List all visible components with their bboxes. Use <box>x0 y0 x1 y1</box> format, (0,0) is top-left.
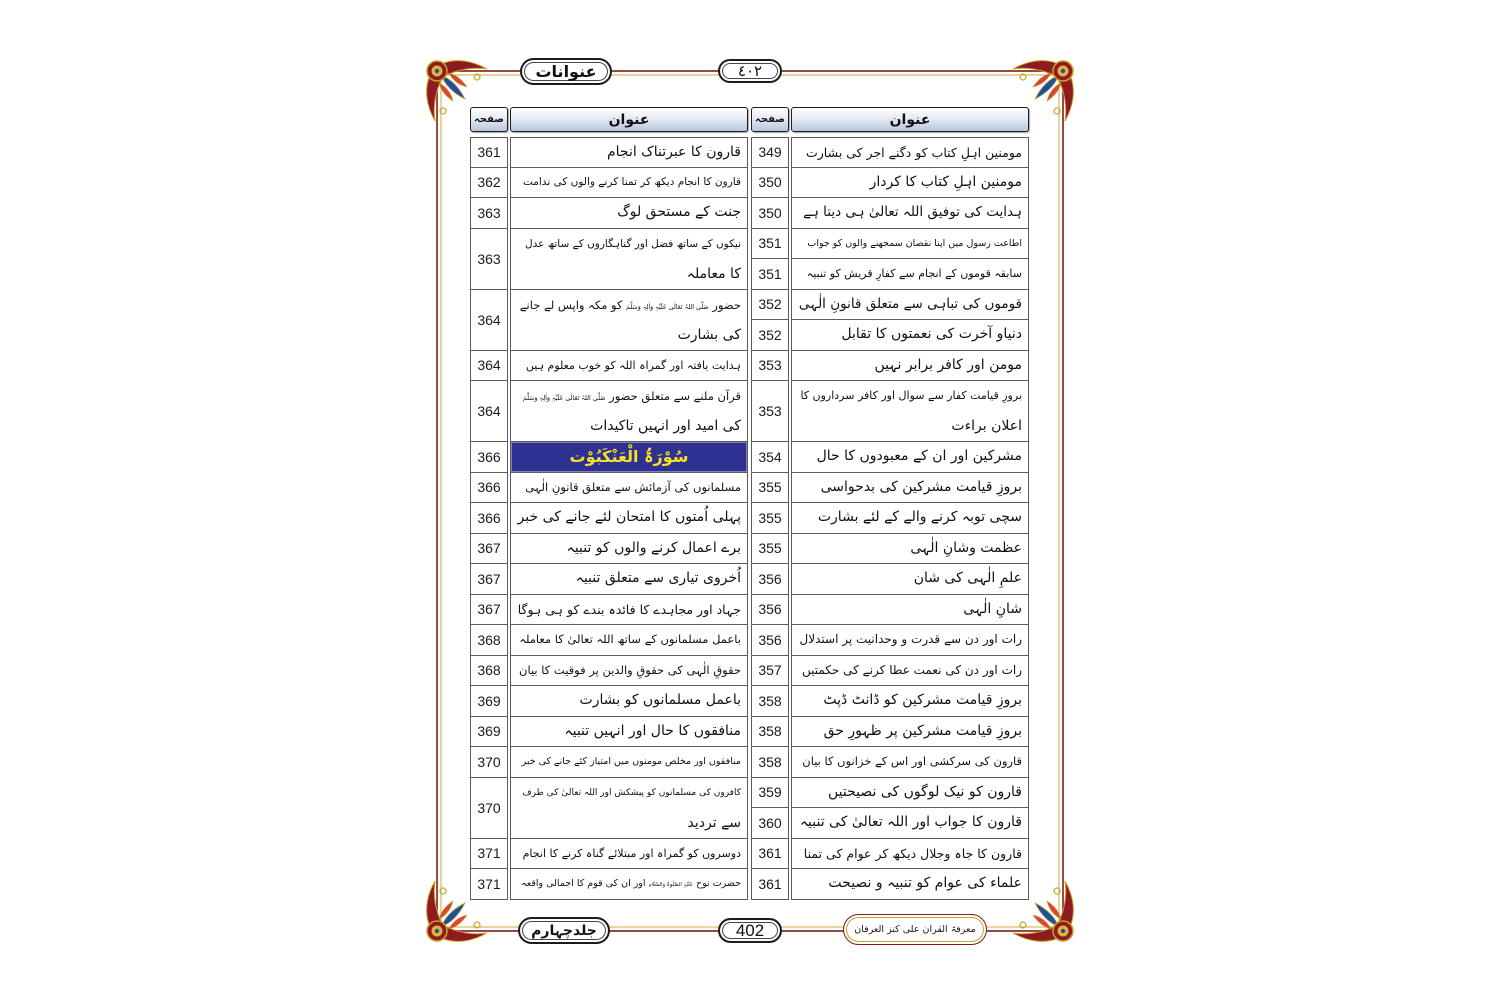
toc-entry-title <box>791 473 1029 504</box>
toc-entry-page: 368 <box>470 656 508 687</box>
toc-row <box>751 808 1029 839</box>
toc-row <box>751 442 1029 473</box>
book-title-cartouche <box>843 914 987 945</box>
toc-entry-title <box>791 686 1029 717</box>
toc-entry-line <box>511 351 747 381</box>
toc-entry-page: 351 <box>751 259 789 290</box>
page-number-badge-top <box>718 59 782 83</box>
toc-entry-title <box>510 747 748 778</box>
toc-entry-line <box>511 411 747 441</box>
toc-row <box>470 778 748 839</box>
entry-text: اطاعت رسول میں اپنا نقصان سمجھنے والوں کو جواب <box>807 237 1022 249</box>
toc-row <box>470 686 748 717</box>
toc-entry-page: 361 <box>470 137 508 168</box>
entry-text: برے اعمال کرنے والوں کو تنبیہ <box>566 539 741 556</box>
toc-entry-line <box>511 839 747 869</box>
toc-entry-page: 364 <box>470 381 508 442</box>
toc-entry-line <box>511 503 747 533</box>
toc-entry-line <box>511 717 747 747</box>
entry-text: قارون کی سرکشی اور اس کے خزانوں کا بیان <box>802 754 1022 768</box>
toc-entry-page: 358 <box>751 717 789 748</box>
toc-entry-line <box>511 198 747 228</box>
toc-entry-page: 354 <box>751 442 789 473</box>
entry-text: منافقوں کا حال اور انہیں تنبیہ <box>564 722 741 739</box>
entry-text: بروزِ قیامت مشرکین پر ظہورِ حق <box>823 722 1022 739</box>
entry-text: ہدایت یافتہ اور گمراہ اللہ کو خوب معلوم ہیں <box>525 358 741 372</box>
toc-entry-title <box>791 656 1029 687</box>
page-number-badge-bottom <box>718 918 782 943</box>
toc-row <box>751 656 1029 687</box>
toc-table-left <box>470 107 748 900</box>
entry-text: شانِ الٰہی <box>963 600 1022 617</box>
toc-entry-page: 364 <box>470 351 508 382</box>
book-title: معرفۃ القرآن علی کنز العرفان <box>854 924 976 935</box>
toc-entry-page: 367 <box>470 595 508 626</box>
toc-entry-page: 366 <box>470 442 508 473</box>
toc-entry-line <box>792 168 1028 198</box>
toc-entry-line <box>511 320 747 350</box>
toc-entry-title <box>510 168 748 199</box>
entry-text: حضرت نوح <box>692 878 741 889</box>
toc-entry-title <box>510 503 748 534</box>
toc-row <box>751 717 1029 748</box>
toc-row <box>751 137 1029 168</box>
toc-entry-title <box>791 534 1029 565</box>
toc-entry-title <box>791 503 1029 534</box>
toc-entry-line <box>511 808 747 838</box>
toc-entry-line <box>511 473 747 503</box>
toc-entry-line <box>511 869 747 899</box>
toc-entry-title <box>791 259 1029 290</box>
volume-badge <box>518 917 610 944</box>
toc-entry-line <box>511 259 747 289</box>
toc-entry-line <box>792 259 1028 289</box>
entry-text: باعمل مسلمانوں کو بشارت <box>579 692 741 708</box>
surah-title-cell <box>510 442 748 473</box>
entry-text: مومن اور کافر برابر نہیں <box>874 356 1022 373</box>
entry-text: اور ان کی قوم کا اجمالی واقعہ <box>521 878 649 889</box>
toc-row <box>751 473 1029 504</box>
toc-entry-title <box>791 442 1029 473</box>
entry-text: قارون کا جواب اور اللہ تعالیٰ کی تنبیہ <box>799 814 1022 830</box>
toc-entry-line <box>792 290 1028 320</box>
toc-entry-line <box>792 778 1028 808</box>
entry-text: ہدایت کی توفیق اللہ تعالیٰ ہی دیتا ہے <box>803 204 1022 220</box>
toc-entry-line <box>511 381 747 411</box>
toc-entry-page: 366 <box>470 473 508 504</box>
toc-entry-line <box>792 534 1028 564</box>
toc-entry-page: 361 <box>751 869 789 900</box>
toc-entry-page: 350 <box>751 198 789 229</box>
toc-entry-line <box>511 747 747 777</box>
toc-entry-title <box>510 869 748 900</box>
toc-entry-page: 367 <box>470 534 508 565</box>
entry-text: سے تردید <box>687 814 741 831</box>
toc-entry-page: 361 <box>751 839 789 870</box>
toc-entry-title <box>791 747 1029 778</box>
entry-text: اعلان براءت <box>951 418 1022 434</box>
toc-row <box>470 839 748 870</box>
toc-entry-page: 351 <box>751 229 789 260</box>
toc-entry-line <box>511 778 747 808</box>
toc-entry-title <box>791 595 1029 626</box>
toc-entry-title <box>510 839 748 870</box>
toc-row <box>751 534 1029 565</box>
entry-text: کافروں کی مسلمانوں کو پیشکش اور اللہ تعالیٰ کی طرف <box>522 787 741 798</box>
toc-entry-title <box>791 229 1029 260</box>
toc-entry-title <box>510 198 748 229</box>
entry-text: حقوقِ الٰہی کی حقوقِ والدین پر فوقیت کا بیان <box>519 662 741 677</box>
toc-entry-title <box>510 656 748 687</box>
toc-entry-page: 356 <box>751 625 789 656</box>
honorific-text: صَلَّی اللہُ تَعَالٰی عَلَیْہِ وَاٰلِہٖ وَسَلَّمَ <box>626 303 709 311</box>
entry-text: کی بشارت <box>677 326 741 343</box>
toc-row <box>751 869 1029 900</box>
toc-entry-title <box>791 198 1029 229</box>
toc-entry-page: 366 <box>470 503 508 534</box>
toc-entry-line <box>792 229 1028 259</box>
toc-entry-line <box>792 808 1028 838</box>
entry-text: کا معاملہ <box>686 265 741 282</box>
column-header-page: صفحہ <box>751 107 789 132</box>
toc-row <box>470 473 748 504</box>
entry-text: دوسروں کو گمراہ اور مبتلائے گناہ کرنے کا انجام <box>522 846 741 860</box>
toc-row <box>751 198 1029 229</box>
toc-entry-title <box>510 564 748 595</box>
entry-text: مشرکین اور ان کے معبودوں کا حال <box>816 448 1022 464</box>
entry-text: سچی توبہ کرنے والے کے لئے بشارت <box>817 509 1022 525</box>
toc-row <box>470 656 748 687</box>
entry-text: قارون کو نیک لوگوں کی نصیحتیں <box>828 783 1022 800</box>
toc-entry-page: 363 <box>470 229 508 290</box>
toc-entry-line <box>792 411 1028 441</box>
entry-text: علماء کی عوام کو تنبیہ و نصیحت <box>828 875 1022 891</box>
toc-entry-page: 359 <box>751 778 789 809</box>
entry-text: دنیاو آخرت کی نعمتوں کا تقابل <box>841 326 1022 342</box>
toc-entry-page: 362 <box>470 168 508 199</box>
toc-entry-line <box>792 564 1028 594</box>
entry-text: حضور <box>708 297 741 312</box>
toc-entry-page: 370 <box>470 778 508 839</box>
toc-entry-page: 371 <box>470 839 508 870</box>
toc-entry-line <box>792 138 1028 168</box>
toc-row <box>470 869 748 900</box>
toc-row <box>470 198 748 229</box>
toc-table-header <box>470 107 748 132</box>
toc-entry-title <box>510 229 748 290</box>
toc-row <box>470 381 748 442</box>
toc-row <box>751 259 1029 290</box>
toc-row <box>751 778 1029 809</box>
toc-entry-page: 353 <box>751 381 789 442</box>
toc-entry-title <box>510 473 748 504</box>
toc-row <box>470 595 748 626</box>
toc-row <box>751 839 1029 870</box>
toc-entry-title <box>510 290 748 351</box>
toc-entry-title <box>791 290 1029 321</box>
entry-text: مومنین اہلِ کتاب کا کردار <box>869 173 1022 190</box>
toc-entry-line <box>792 473 1028 503</box>
entry-text: منافقوں اور مخلص مومنوں میں امتیاز کئے جانے کی خبر <box>521 756 741 767</box>
entry-text: قوموں کی تباہی سے متعلق قانونِ الٰہی <box>798 295 1022 312</box>
column-header-title: عنوان <box>791 107 1029 132</box>
toc-row <box>751 351 1029 382</box>
toc-row <box>470 168 748 199</box>
entry-text: قرآن ملنے سے متعلق حضور <box>605 389 741 403</box>
toc-entry-title <box>510 137 748 168</box>
toc-entry-page: 358 <box>751 747 789 778</box>
column-header-page: صفحہ <box>470 107 508 132</box>
toc-row <box>751 290 1029 321</box>
toc-row <box>470 351 748 382</box>
toc-entry-page: 371 <box>470 869 508 900</box>
toc-entry-line <box>792 503 1028 533</box>
toc-row <box>751 747 1029 778</box>
toc-entry-line <box>792 747 1028 777</box>
toc-entry-title <box>791 808 1029 839</box>
toc-row <box>751 686 1029 717</box>
toc-entry-page: 355 <box>751 503 789 534</box>
toc-entry-page: 358 <box>751 686 789 717</box>
toc-entry-line <box>511 290 747 320</box>
toc-entry-title <box>791 137 1029 168</box>
section-title: عنوانات <box>535 62 597 81</box>
toc-entry-page: 355 <box>751 534 789 565</box>
toc-entry-line <box>511 168 747 198</box>
toc-entry-line <box>792 595 1028 625</box>
toc-entry-page: 353 <box>751 351 789 382</box>
toc-entry-page: 367 <box>470 564 508 595</box>
toc-entry-page: 356 <box>751 564 789 595</box>
toc-entry-title <box>791 351 1029 382</box>
toc-table-body <box>470 137 748 900</box>
toc-entry-line <box>792 686 1028 716</box>
toc-row <box>470 534 748 565</box>
toc-entry-line <box>511 229 747 259</box>
toc-entry-title <box>791 381 1029 442</box>
entry-text: قارون کا عبرتناک انجام <box>606 144 741 160</box>
toc-entry-page: 368 <box>470 625 508 656</box>
toc-entry-title <box>791 717 1029 748</box>
toc-entry-page: 364 <box>470 290 508 351</box>
toc-row <box>470 137 748 168</box>
entry-text: باعمل مسلمانوں کے ساتھ اللہ تعالیٰ کا معاملہ <box>519 632 741 646</box>
toc-entry-page: 355 <box>751 473 789 504</box>
toc-row <box>751 564 1029 595</box>
entry-text: علمِ الٰہی کی شان <box>913 570 1022 586</box>
entry-text: رات اور دن سے قدرت و وحدانیت پر استدلال <box>799 632 1022 646</box>
section-title-badge <box>520 58 612 85</box>
entry-text: پہلی اُمتوں کا امتحان لئے جانے کی خبر <box>517 509 741 525</box>
toc-entry-page: 370 <box>470 747 508 778</box>
toc-row <box>751 595 1029 626</box>
toc-row <box>470 625 748 656</box>
entry-text: نیکوں کے ساتھ فضل اور گناہگاروں کے ساتھ عدل <box>524 237 741 250</box>
toc-entry-title <box>791 839 1029 870</box>
entry-text: قارون کا انجام دیکھ کر تمنا کرنے والوں کی ندامت <box>522 175 741 188</box>
toc-row <box>470 564 748 595</box>
toc-entry-line <box>792 351 1028 381</box>
toc-entry-line <box>792 869 1028 899</box>
toc-entry-title <box>510 381 748 442</box>
toc-entry-page: 369 <box>470 686 508 717</box>
entry-text: مسلمانوں کی آزمائش سے متعلق قانونِ الٰہی <box>525 479 741 494</box>
surah-title: سُوْرَۃُ الْعَنْکَبُوْت <box>569 447 689 466</box>
page-number-bottom: 402 <box>735 920 765 940</box>
toc-entry-title <box>791 778 1029 809</box>
toc-row <box>470 229 748 290</box>
entry-text: جہاد اور مجاہدے کا فائدہ بندے کو ہی ہوگا <box>517 601 741 617</box>
toc-entry-title <box>791 168 1029 199</box>
toc-entry-line <box>511 625 747 655</box>
toc-row <box>751 381 1029 442</box>
toc-entry-page: 360 <box>751 808 789 839</box>
toc-entry-line <box>792 839 1028 869</box>
toc-entry-page: 357 <box>751 656 789 687</box>
toc-entry-line <box>511 534 747 564</box>
toc-entry-line <box>792 625 1028 655</box>
entry-text: رات اور دن کی نعمت عطا کرنے کی حکمتیں <box>801 662 1022 677</box>
entry-text: کی امید اور انہیں تاکیدات <box>590 418 741 434</box>
toc-row <box>470 290 748 351</box>
honorific-text: عَلَیْہِ الصَّلٰوۃُ وَالسَّلَام <box>648 882 693 888</box>
toc-entry-title <box>791 625 1029 656</box>
entry-text: اُخروی تیاری سے متعلق تنبیہ <box>575 570 741 586</box>
toc-entry-title <box>510 686 748 717</box>
toc-entry-line <box>792 381 1028 411</box>
entry-text: جنت کے مستحق لوگ <box>617 204 741 220</box>
toc-entry-line <box>792 656 1028 686</box>
toc-entry-line <box>511 442 747 472</box>
entry-text: مومنین اہلِ کتاب کو دگنے اجر کی بشارت <box>805 145 1022 160</box>
toc-entry-line <box>511 138 747 168</box>
toc-row <box>470 717 748 748</box>
entry-text: بروزِ قیامت مشرکین کی بدحواسی <box>820 478 1022 495</box>
entry-text: سابقہ قوموں کے انجام سے کفارِ قریش کو تنبیہ <box>806 267 1022 280</box>
honorific-text: صَلَّی اللہُ تَعَالٰی عَلَیْہِ وَاٰلِہٖ وَسَلَّمَ <box>522 395 606 402</box>
toc-table-body <box>751 137 1029 900</box>
toc-entry-line <box>792 198 1028 228</box>
toc-entry-line <box>792 717 1028 747</box>
entry-text: بروزِ قیامت مشرکین کو ڈانٹ ڈپٹ <box>823 692 1022 708</box>
toc-row <box>470 747 748 778</box>
entry-text: قارون کا جاہ وجلال دیکھ کر عوام کی تمنا <box>803 845 1022 861</box>
toc-entry-title <box>510 778 748 839</box>
entry-text: بروزِ قیامت کفار سے سوال اور کافر سرداروں کا <box>800 389 1022 402</box>
entry-text: عظمت وشانِ الٰہی <box>910 539 1022 556</box>
toc-entry-line <box>511 686 747 716</box>
toc-entry-page: 352 <box>751 290 789 321</box>
column-header-title: عنوان <box>510 107 748 132</box>
toc-entry-title <box>510 625 748 656</box>
toc-entry-line <box>792 320 1028 350</box>
toc-entry-page: 356 <box>751 595 789 626</box>
toc-entry-title <box>510 351 748 382</box>
toc-entry-line <box>792 442 1028 472</box>
toc-entry-line <box>511 564 747 594</box>
toc-row <box>751 625 1029 656</box>
toc-entry-title <box>510 717 748 748</box>
toc-entry-title <box>791 564 1029 595</box>
page-number-top: ٤٠٢ <box>737 62 763 80</box>
entry-text: کو مکہ واپس لے جانے <box>519 297 627 312</box>
surah-heading-row <box>470 442 748 473</box>
toc-entry-title <box>791 320 1029 351</box>
toc-entry-page: 369 <box>470 717 508 748</box>
toc-table-header <box>751 107 1029 132</box>
toc-entry-title <box>510 534 748 565</box>
toc-row <box>751 503 1029 534</box>
toc-row <box>751 168 1029 199</box>
toc-entry-page: 363 <box>470 198 508 229</box>
toc-entry-title <box>510 595 748 626</box>
toc-entry-title <box>791 869 1029 900</box>
toc-row <box>470 503 748 534</box>
toc-row <box>751 320 1029 351</box>
volume-label: جلدچہارم <box>531 922 597 939</box>
toc-entry-line <box>511 656 747 686</box>
toc-entry-line <box>511 595 747 625</box>
toc-row <box>751 229 1029 260</box>
toc-entry-page: 352 <box>751 320 789 351</box>
toc-entry-page: 349 <box>751 137 789 168</box>
toc-table-right <box>751 107 1029 900</box>
toc-entry-page: 350 <box>751 168 789 199</box>
